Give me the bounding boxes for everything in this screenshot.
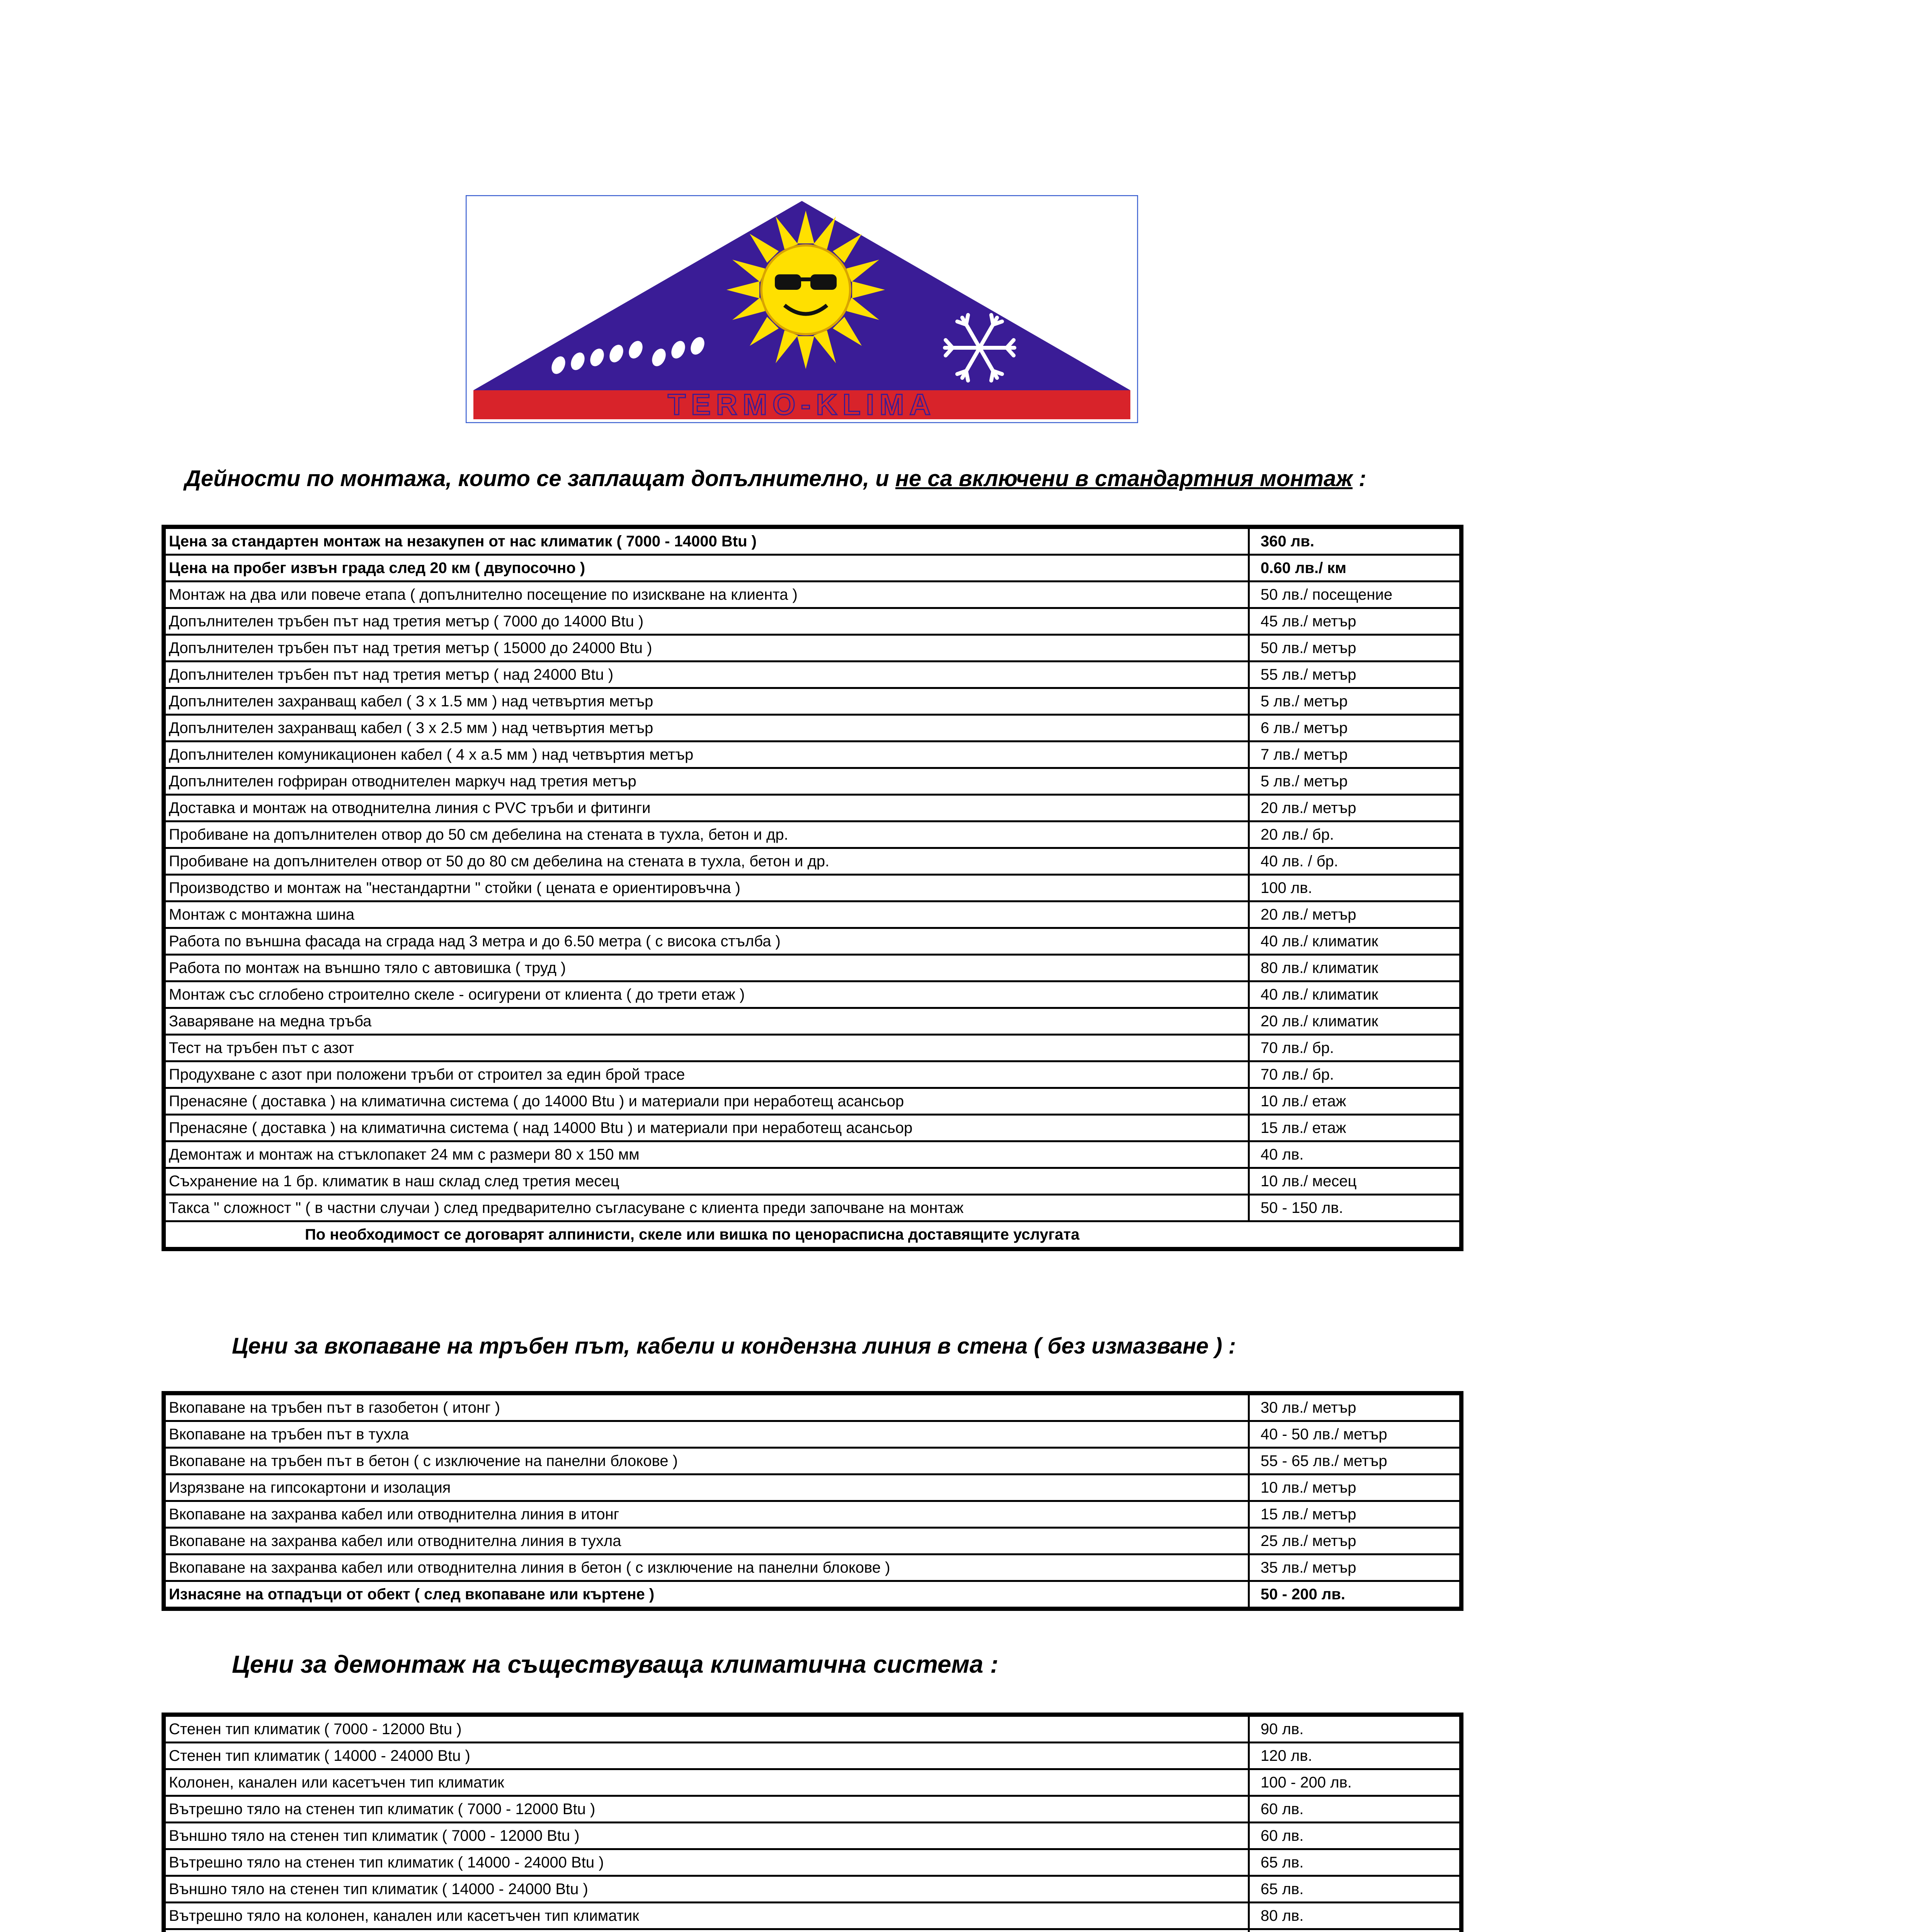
table-row: [164, 1393, 1462, 1421]
service-description: Колонен, канален или касетъчен тип климатик: [164, 1769, 1249, 1796]
service-description: Стенен тип климатик ( 7000 - 12000 Btu ): [164, 1715, 1249, 1743]
table-row: [164, 1554, 1462, 1581]
table-row: [164, 1876, 1462, 1903]
section2-heading: Цени за вкопаване на тръбен път, кабели и кондензна линия в стена ( без измазване ) :: [232, 1333, 1236, 1359]
table-footnote: По необходимост се договарят алпинисти, скеле или вишка по ценорасписна доставящите услугата: [164, 1221, 1462, 1249]
service-price: 40 лв.: [1249, 1141, 1462, 1168]
service-description: Допълнителен тръбен път над третия метър ( 15000 до 24000 Btu ): [164, 635, 1249, 662]
service-price: 7 лв./ метър: [1249, 742, 1462, 768]
table-row: [164, 901, 1462, 928]
table-row: [164, 821, 1462, 848]
table-row: [164, 582, 1462, 608]
table-row: [164, 527, 1462, 555]
table-row: [164, 1823, 1462, 1849]
service-price: 15 лв./ метър: [1249, 1501, 1462, 1528]
service-description: Външно тяло на стенен тип климатик ( 14000 - 24000 Btu ): [164, 1876, 1249, 1903]
service-price: 40 лв./ климатик: [1249, 928, 1462, 955]
service-description: Вкопаване на тръбен път в бетон ( с изключение на панелни блокове ): [164, 1448, 1249, 1475]
dismantling-table: [162, 1713, 1463, 1932]
table-row: [164, 1743, 1462, 1769]
service-price: 20 лв./ климатик: [1249, 1008, 1462, 1035]
service-description: Вкопаване на захранва кабел или отводнителна линия в бетон ( с изключение на панелни блокове ): [164, 1554, 1249, 1581]
service-description: Вътрешно тяло на колонен, канален или касетъчен тип климатик: [164, 1903, 1249, 1929]
service-price: 5 лв./ метър: [1249, 688, 1462, 715]
service-description: Допълнителен комуникационен кабел ( 4 х а.5 мм ) над четвъртия метър: [164, 742, 1249, 768]
service-price: 40 - 50 лв./ метър: [1249, 1421, 1462, 1448]
service-description: Допълнителен захранващ кабел ( 3 х 2.5 мм ) над четвъртия метър: [164, 715, 1249, 742]
table-row: [164, 1115, 1462, 1141]
service-price: 6 лв./ метър: [1249, 715, 1462, 742]
service-price: 120 лв.: [1249, 1743, 1462, 1769]
table-row: [164, 1715, 1462, 1743]
service-price: 50 - 150 лв.: [1249, 1195, 1462, 1221]
table-row: [164, 1168, 1462, 1195]
service-price: 40 лв. / бр.: [1249, 848, 1462, 875]
table-row: [164, 608, 1462, 635]
table-row: [164, 1903, 1462, 1929]
table-row: [164, 768, 1462, 795]
service-description: [164, 1929, 1249, 1932]
service-description: Цена за стандартен монтаж на незакупен от нас климатик ( 7000 - 14000 Btu ): [164, 527, 1249, 555]
table-row: [164, 1088, 1462, 1115]
service-description: Стенен тип климатик ( 14000 - 24000 Btu ): [164, 1743, 1249, 1769]
service-price: 15 лв./ етаж: [1249, 1115, 1462, 1141]
service-description: Тест на тръбен път с азот: [164, 1035, 1249, 1061]
service-description: Монтаж с монтажна шина: [164, 901, 1249, 928]
service-price: 80 лв.: [1249, 1903, 1462, 1929]
section3-heading: Цени за демонтаж на съществуваща климатична система :: [232, 1650, 999, 1678]
service-description: Монтаж със сглобено строително скеле - осигурени от клиента ( до трети етаж ): [164, 981, 1249, 1008]
installation-extras-table: [162, 525, 1463, 1251]
table-row: [164, 1929, 1462, 1932]
service-price: [1249, 1929, 1462, 1932]
section1-heading: [185, 466, 1366, 492]
table-row: [164, 795, 1462, 821]
table-row: [164, 1035, 1462, 1061]
section1-heading-underlined: не са включени в стандартния монтаж: [895, 466, 1353, 491]
table-row: [164, 1849, 1462, 1876]
service-price: 50 - 200 лв.: [1249, 1581, 1462, 1609]
service-price: 70 лв./ бр.: [1249, 1035, 1462, 1061]
table-footnote-row: [164, 1221, 1462, 1249]
service-description: Пробиване на допълнителен отвор от 50 до 80 см дебелина на стената в тухла, бетон и др.: [164, 848, 1249, 875]
service-price: 100 - 200 лв.: [1249, 1769, 1462, 1796]
service-price: 80 лв./ климатик: [1249, 955, 1462, 981]
service-description: Вътрешно тяло на стенен тип климатик ( 7000 - 12000 Btu ): [164, 1796, 1249, 1823]
table-row: [164, 875, 1462, 901]
service-price: 50 лв./ метър: [1249, 635, 1462, 662]
service-description: Външно тяло на стенен тип климатик ( 7000 - 12000 Btu ): [164, 1823, 1249, 1849]
service-price: 30 лв./ метър: [1249, 1393, 1462, 1421]
service-price: 45 лв./ метър: [1249, 608, 1462, 635]
table-row: [164, 688, 1462, 715]
service-description: Съхранение на 1 бр. климатик в наш склад след третия месец: [164, 1168, 1249, 1195]
service-description: Допълнителен гофриран отводнителен маркуч над третия метър: [164, 768, 1249, 795]
service-price: 65 лв.: [1249, 1876, 1462, 1903]
service-price: 40 лв./ климатик: [1249, 981, 1462, 1008]
service-price: 25 лв./ метър: [1249, 1528, 1462, 1554]
table-row: [164, 1141, 1462, 1168]
service-price: 70 лв./ бр.: [1249, 1061, 1462, 1088]
table-row: [164, 1421, 1462, 1448]
logo-graphic: [466, 195, 1138, 423]
service-description: Доставка и монтаж на отводнителна линия с PVC тръби и фитинги: [164, 795, 1249, 821]
section1-heading-text: Дейности по монтажа, които се заплащат допълнително, и: [185, 466, 895, 491]
service-price: 35 лв./ метър: [1249, 1554, 1462, 1581]
table-row: [164, 928, 1462, 955]
table-row: [164, 955, 1462, 981]
company-logo: [466, 195, 1138, 423]
service-description: Допълнителен захранващ кабел ( 3 х 1.5 мм ) над четвъртия метър: [164, 688, 1249, 715]
table-row: [164, 1061, 1462, 1088]
service-description: Вкопаване на захранва кабел или отводнителна линия в тухла: [164, 1528, 1249, 1554]
service-price: 60 лв.: [1249, 1796, 1462, 1823]
service-price: 100 лв.: [1249, 875, 1462, 901]
table-row: [164, 1581, 1462, 1609]
service-price: 10 лв./ метър: [1249, 1475, 1462, 1501]
service-price: 10 лв./ етаж: [1249, 1088, 1462, 1115]
service-description: Изрязване на гипсокартони и изолация: [164, 1475, 1249, 1501]
service-price: 55 лв./ метър: [1249, 662, 1462, 688]
service-description: Вкопаване на захранва кабел или отводнителна линия в итонг: [164, 1501, 1249, 1528]
brand-text: TERMO-KLIMA: [667, 388, 936, 421]
service-description: Допълнителен тръбен път над третия метър ( над 24000 Btu ): [164, 662, 1249, 688]
service-description: Допълнителен тръбен път над третия метър ( 7000 до 14000 Btu ): [164, 608, 1249, 635]
table-row: [164, 1475, 1462, 1501]
table-row: [164, 635, 1462, 662]
service-description: Вътрешно тяло на стенен тип климатик ( 14000 - 24000 Btu ): [164, 1849, 1249, 1876]
service-description: Монтаж на два или повече етапа ( допълнително посещение по изискване на клиента ): [164, 582, 1249, 608]
table-row: [164, 981, 1462, 1008]
table-row: [164, 1769, 1462, 1796]
table-row: [164, 1528, 1462, 1554]
service-price: 60 лв.: [1249, 1823, 1462, 1849]
service-description: Пробиване на допълнителен отвор до 50 см дебелина на стената в тухла, бетон и др.: [164, 821, 1249, 848]
service-price: 360 лв.: [1249, 527, 1462, 555]
service-description: Цена на пробег извън града след 20 км ( двупосочно ): [164, 555, 1249, 582]
service-price: 20 лв./ метър: [1249, 795, 1462, 821]
table-row: [164, 1796, 1462, 1823]
service-price: 5 лв./ метър: [1249, 768, 1462, 795]
service-description: Вкопаване на тръбен път в газобетон ( итонг ): [164, 1393, 1249, 1421]
table-row: [164, 1008, 1462, 1035]
service-price: 20 лв./ бр.: [1249, 821, 1462, 848]
table-row: [164, 555, 1462, 582]
service-price: 55 - 65 лв./ метър: [1249, 1448, 1462, 1475]
table-row: [164, 1195, 1462, 1221]
table-row: [164, 1501, 1462, 1528]
wall-channeling-table: [162, 1391, 1463, 1611]
table-row: [164, 662, 1462, 688]
table-row: [164, 848, 1462, 875]
service-description: Такса " сложност " ( в частни случаи ) след предварително съгласуване с клиента преди започване на монтаж: [164, 1195, 1249, 1221]
service-description: Вкопаване на тръбен път в тухла: [164, 1421, 1249, 1448]
service-description: Работа по монтаж на външно тяло с автовишка ( труд ): [164, 955, 1249, 981]
service-description: Производство и монтаж на "нестандартни " стойки ( цената е ориентировъчна ): [164, 875, 1249, 901]
section1-heading-colon: :: [1352, 466, 1366, 491]
table-row: [164, 742, 1462, 768]
table-row: [164, 715, 1462, 742]
sun-icon: [727, 211, 885, 369]
service-description: Пренасяне ( доставка ) на климатична система ( над 14000 Btu ) и материали при неработещ асансьор: [164, 1115, 1249, 1141]
service-price: 20 лв./ метър: [1249, 901, 1462, 928]
service-price: 90 лв.: [1249, 1715, 1462, 1743]
service-price: 0.60 лв./ км: [1249, 555, 1462, 582]
service-description: Работа по външна фасада на сграда над 3 метра и до 6.50 метра ( с висока стълба ): [164, 928, 1249, 955]
service-description: Изнасяне на отпадъци от обект ( след вкопаване или къртене ): [164, 1581, 1249, 1609]
service-description: Продухване с азот при положени тръби от строител за един брой трасе: [164, 1061, 1249, 1088]
service-price: 10 лв./ месец: [1249, 1168, 1462, 1195]
table-row: [164, 1448, 1462, 1475]
service-price: 50 лв./ посещение: [1249, 582, 1462, 608]
service-description: Пренасяне ( доставка ) на климатична система ( до 14000 Btu ) и материали при неработещ асансьор: [164, 1088, 1249, 1115]
service-description: Заваряване на медна тръба: [164, 1008, 1249, 1035]
service-description: Демонтаж и монтаж на стъклопакет 24 мм с размери 80 х 150 мм: [164, 1141, 1249, 1168]
service-price: 65 лв.: [1249, 1849, 1462, 1876]
